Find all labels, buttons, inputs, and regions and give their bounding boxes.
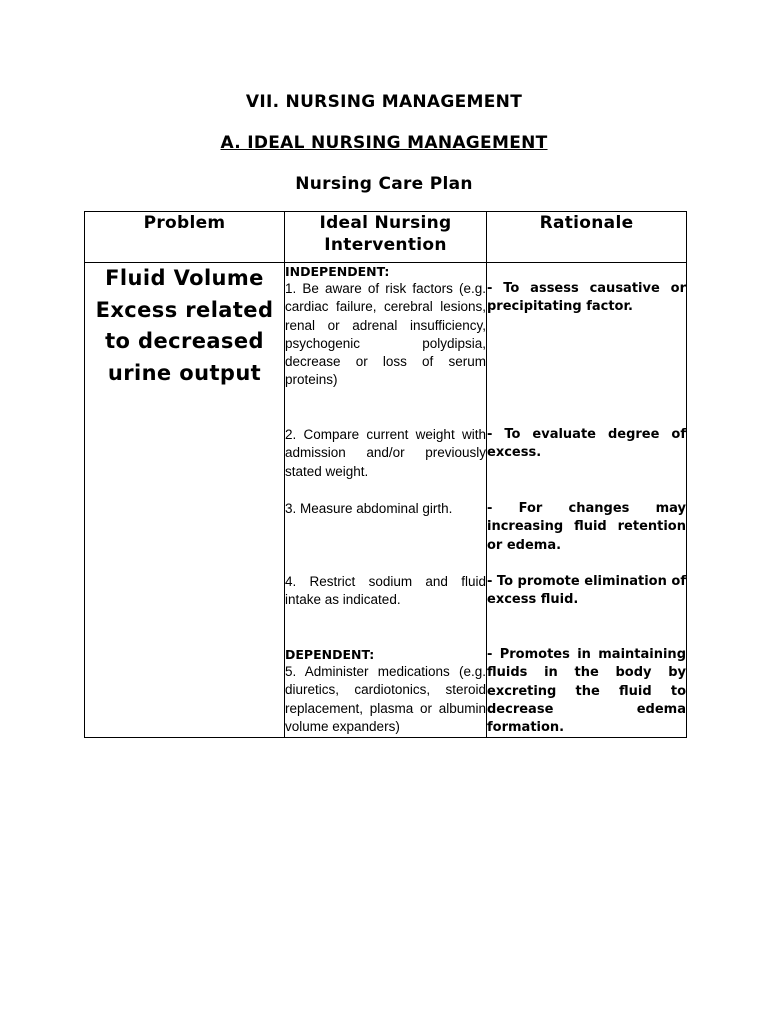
care-plan-title: Nursing Care Plan [295, 174, 473, 194]
rationale-item: - To assess causative or precipitating factor. [487, 281, 686, 315]
column-header-rationale: Rationale [487, 212, 687, 263]
independent-label: INDEPENDENT: [285, 264, 390, 279]
dependent-label: DEPENDENT: [285, 647, 375, 662]
table-row [85, 263, 687, 738]
nursing-care-plan-table [84, 211, 687, 738]
intervention-item: 4. Restrict sodium and fluid intake as indicated. [285, 574, 486, 608]
rationale-item: - Promotes in maintaining fluids in the body by excreting the fluid to decrease edema formation. [487, 647, 686, 736]
rationale-item: - For changes may increasing fluid retention or edema. [487, 501, 686, 553]
section-heading: VII. NURSING MANAGEMENT [245, 92, 523, 112]
intervention-item: 2. Compare current weight with admission and/or previously stated weight. [285, 427, 486, 479]
problem-statement: Fluid Volume Excess related to decreased urine output [95, 266, 274, 385]
problem-cell [85, 263, 285, 738]
column-header-problem: Problem [85, 212, 285, 263]
intervention-item: 5. Administer medications (e.g. diuretics, cardiotonics, steroid replacement, plasma or albumin volume expanders) [285, 664, 486, 734]
table-header-row [85, 212, 687, 263]
column-header-intervention: Ideal Nursing Intervention [285, 212, 487, 263]
intervention-cell [285, 263, 487, 738]
rationale-cell [487, 263, 687, 738]
rationale-item: - To evaluate degree of excess. [487, 427, 686, 461]
intervention-item: 1. Be aware of risk factors (e.g. cardiac failure, cerebral lesions, renal or adrenal insufficiency, psychogenic polydipsia, decrease or loss of serum proteins) [285, 281, 486, 388]
rationale-item: - To promote elimination of excess fluid. [487, 574, 686, 608]
subsection-heading: A. IDEAL NURSING MANAGEMENT [220, 133, 548, 153]
intervention-item: 3. Measure abdominal girth. [285, 501, 453, 516]
